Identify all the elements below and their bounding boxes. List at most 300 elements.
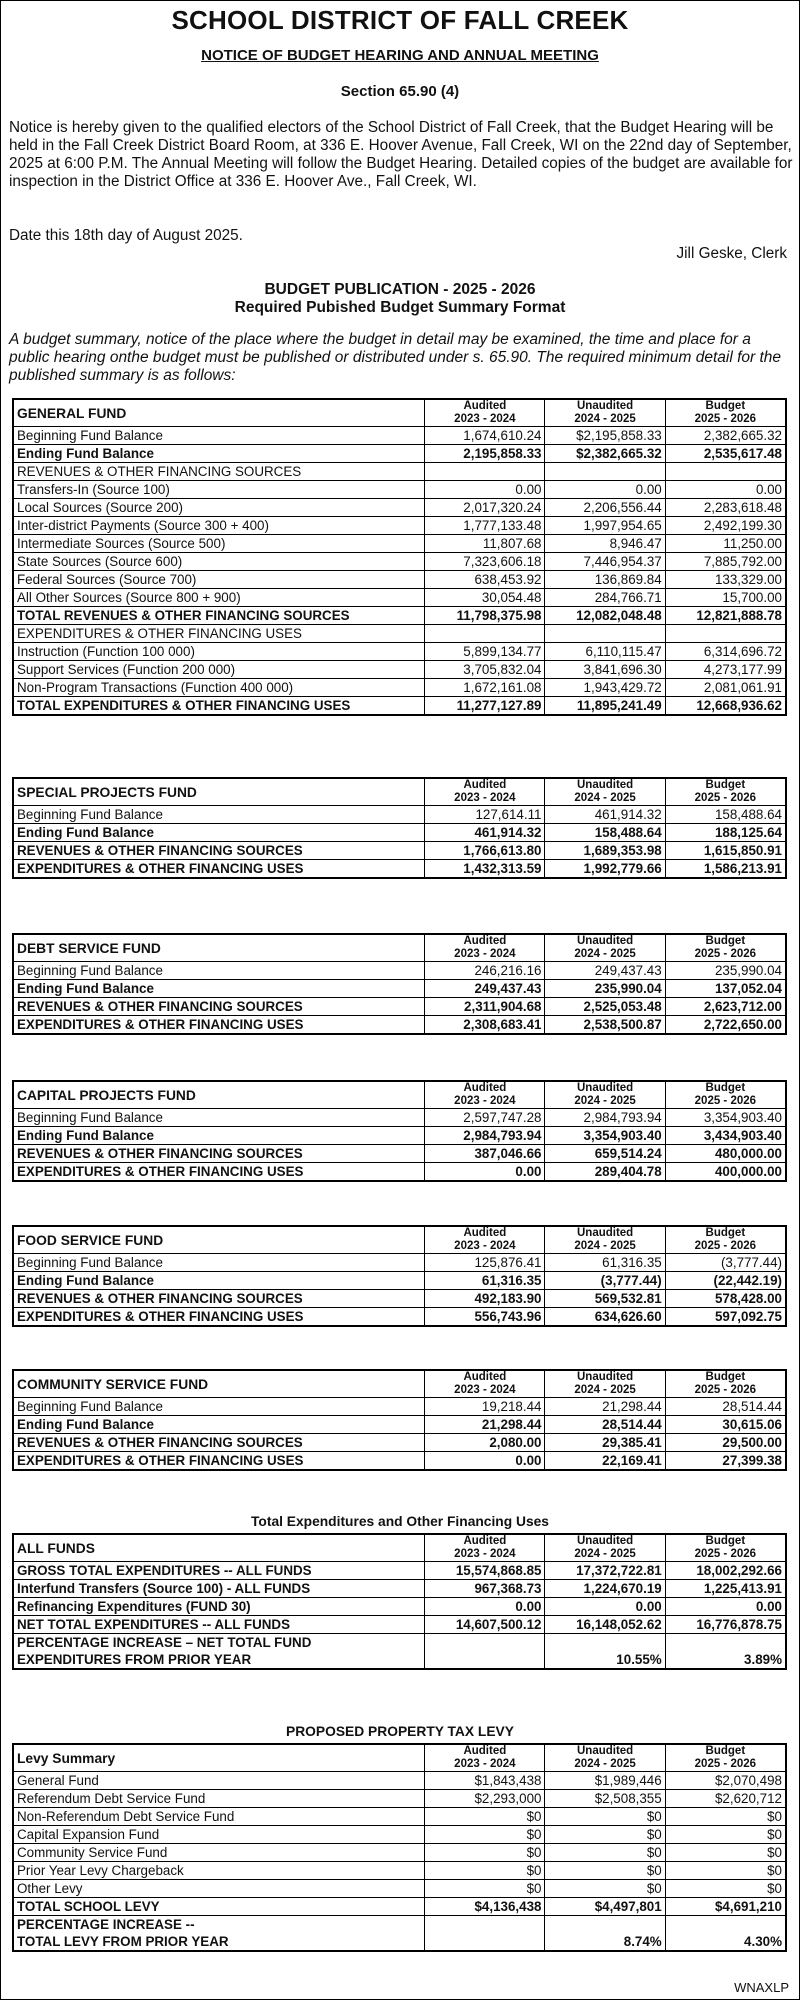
table-row [13, 1254, 786, 1272]
row-value: 5,899,134.77 [425, 643, 545, 661]
table-row [13, 499, 786, 517]
column-header [425, 778, 545, 806]
column-header [665, 1226, 786, 1254]
row-value: 11,250.00 [665, 535, 786, 553]
column-header [425, 399, 545, 427]
table-row [13, 1109, 786, 1127]
column-status: Audited [463, 1745, 507, 1757]
table-row [13, 697, 786, 716]
row-value: 967,368.73 [425, 1580, 545, 1598]
row-label: Ending Fund Balance [13, 1416, 425, 1434]
table-header-row [13, 1226, 786, 1254]
fund-title: ALL FUNDS [13, 1534, 425, 1562]
column-year: 2024 - 2025 [574, 1384, 636, 1396]
fund-title: DEBT SERVICE FUND [13, 934, 425, 962]
row-value: 400,000.00 [665, 1163, 786, 1182]
row-value: 2,597,747.28 [425, 1109, 545, 1127]
percentage-label-line: PERCENTAGE INCREASE -- [17, 1917, 195, 1932]
row-value: $2,070,498 [665, 1772, 786, 1790]
row-value: 30,054.48 [425, 589, 545, 607]
row-label: Community Service Fund [13, 1844, 425, 1862]
column-header [425, 1744, 545, 1772]
row-value: 0.00 [425, 1163, 545, 1182]
row-value: 11,895,241.49 [545, 697, 665, 716]
row-value: 634,626.60 [545, 1308, 665, 1327]
column-status: Budget [705, 1227, 746, 1239]
column-year: 2024 - 2025 [574, 792, 636, 804]
column-header [545, 1370, 665, 1398]
row-value: 556,743.96 [425, 1308, 545, 1327]
column-header [545, 1226, 665, 1254]
row-value: 4,273,177.99 [665, 661, 786, 679]
percentage-value [425, 1634, 545, 1670]
row-value: 11,798,375.98 [425, 607, 545, 625]
footer-code: WNAXLP [734, 1980, 789, 1995]
row-value: 28,514.44 [665, 1398, 786, 1416]
column-header [665, 778, 786, 806]
row-value: 18,002,292.66 [665, 1562, 786, 1580]
column-year: 2025 - 2026 [694, 413, 757, 425]
row-value: 638,453.92 [425, 571, 545, 589]
row-value: 28,514.44 [545, 1416, 665, 1434]
table-row [13, 625, 786, 643]
row-label: EXPENDITURES & OTHER FINANCING USES [13, 1452, 425, 1471]
row-value: 461,914.32 [545, 806, 665, 824]
capital-projects-fund-table [12, 1080, 787, 1182]
table-row [13, 481, 786, 499]
column-header [545, 1534, 665, 1562]
column-status: Budget [705, 1082, 746, 1094]
row-value: $0 [545, 1844, 665, 1862]
row-label: Ending Fund Balance [13, 1127, 425, 1145]
column-status: Budget [705, 1535, 746, 1547]
table-header-row [13, 1370, 786, 1398]
row-value: $2,382,665.32 [545, 445, 665, 463]
column-year: 2025 - 2026 [694, 948, 757, 960]
table-header-row [13, 778, 786, 806]
row-value: 0.00 [425, 1598, 545, 1616]
column-year: 2023 - 2024 [454, 1384, 516, 1396]
row-value: $4,136,438 [425, 1898, 545, 1916]
row-value: 2,081,061.91 [665, 679, 786, 697]
row-value: $2,508,355 [545, 1790, 665, 1808]
row-label: EXPENDITURES & OTHER FINANCING USES [13, 860, 425, 879]
row-value: 7,885,792.00 [665, 553, 786, 571]
row-value: 2,195,858.33 [425, 445, 545, 463]
row-value: 14,607,500.12 [425, 1616, 545, 1634]
row-label: Ending Fund Balance [13, 445, 425, 463]
row-value [425, 463, 545, 481]
percentage-label [13, 1916, 425, 1952]
percentage-label-line: PERCENTAGE INCREASE – NET TOTAL FUND [17, 1635, 312, 1650]
row-value: $1,989,446 [545, 1772, 665, 1790]
district-title: SCHOOL DISTRICT OF FALL CREEK [171, 5, 629, 35]
table-row [13, 1416, 786, 1434]
row-value: 492,183.90 [425, 1290, 545, 1308]
row-value: $0 [425, 1826, 545, 1844]
row-value: 1,992,779.66 [545, 860, 665, 879]
row-value: 0.00 [545, 1598, 665, 1616]
row-value: 27,399.38 [665, 1452, 786, 1471]
column-header [425, 1226, 545, 1254]
row-value: 2,311,904.68 [425, 998, 545, 1016]
table-row [13, 1898, 786, 1916]
column-year: 2023 - 2024 [454, 1095, 516, 1107]
column-status: Unaudited [576, 1745, 634, 1757]
column-status: Budget [705, 1745, 746, 1757]
table-header-row [13, 1081, 786, 1109]
column-status: Audited [463, 400, 507, 412]
row-value: 289,404.78 [545, 1163, 665, 1182]
column-status: Unaudited [576, 400, 634, 412]
tax-levy-caption: PROPOSED PROPERTY TAX LEVY [286, 1724, 514, 1739]
column-status: Audited [463, 1227, 507, 1239]
row-value: 2,382,665.32 [665, 427, 786, 445]
column-year: 2025 - 2026 [694, 1758, 757, 1770]
notice-title: NOTICE OF BUDGET HEARING AND ANNUAL MEETING [201, 47, 599, 64]
column-year: 2023 - 2024 [454, 1548, 516, 1560]
row-value: 16,776,878.75 [665, 1616, 786, 1634]
row-value: $0 [545, 1880, 665, 1898]
table-row [13, 1826, 786, 1844]
row-value: 7,446,954.37 [545, 553, 665, 571]
row-label: Transfers-In (Source 100) [13, 481, 425, 499]
table-row [13, 842, 786, 860]
food-service-fund-table [12, 1225, 787, 1327]
general-fund-table [12, 398, 787, 716]
row-label: Beginning Fund Balance [13, 1109, 425, 1127]
row-label: Ending Fund Balance [13, 824, 425, 842]
column-status: Unaudited [576, 1227, 634, 1239]
row-value: 284,766.71 [545, 589, 665, 607]
fund-title: SPECIAL PROJECTS FUND [13, 778, 425, 806]
column-year: 2024 - 2025 [574, 1095, 636, 1107]
column-status: Unaudited [576, 935, 634, 947]
column-year: 2025 - 2026 [694, 1240, 757, 1252]
column-year: 2024 - 2025 [574, 1548, 636, 1560]
table-row [13, 661, 786, 679]
row-value: (3,777.44) [545, 1272, 665, 1290]
column-year: 2024 - 2025 [574, 1758, 636, 1770]
column-year: 2025 - 2026 [694, 1384, 757, 1396]
row-value: 125,876.41 [425, 1254, 545, 1272]
row-value: 2,206,556.44 [545, 499, 665, 517]
row-label: Referendum Debt Service Fund [13, 1790, 425, 1808]
row-value: 387,046.66 [425, 1145, 545, 1163]
table-row [13, 1434, 786, 1452]
table-row [13, 679, 786, 697]
row-value: 15,574,868.85 [425, 1562, 545, 1580]
row-label: Other Levy [13, 1880, 425, 1898]
row-value: (3,777.44) [665, 1254, 786, 1272]
row-label: Beginning Fund Balance [13, 427, 425, 445]
table-row [13, 589, 786, 607]
table-row [13, 1844, 786, 1862]
table-row [13, 1145, 786, 1163]
row-label: REVENUES & OTHER FINANCING SOURCES [13, 1290, 425, 1308]
table-row [13, 427, 786, 445]
fund-title: CAPITAL PROJECTS FUND [13, 1081, 425, 1109]
row-label: Beginning Fund Balance [13, 1254, 425, 1272]
table-row [13, 607, 786, 625]
row-value: 2,017,320.24 [425, 499, 545, 517]
percentage-value [425, 1916, 545, 1952]
row-value: 1,615,850.91 [665, 842, 786, 860]
row-value: $0 [425, 1862, 545, 1880]
row-value: $1,843,438 [425, 1772, 545, 1790]
row-label: Beginning Fund Balance [13, 1398, 425, 1416]
table-row [13, 517, 786, 535]
column-year: 2024 - 2025 [574, 948, 636, 960]
column-header [425, 1081, 545, 1109]
table-row [13, 1127, 786, 1145]
row-value: 1,672,161.08 [425, 679, 545, 697]
table-header-row [13, 934, 786, 962]
row-value: 6,110,115.47 [545, 643, 665, 661]
row-value: 8,946.47 [545, 535, 665, 553]
column-status: Audited [463, 1371, 507, 1383]
row-label: TOTAL SCHOOL LEVY [13, 1898, 425, 1916]
row-label: EXPENDITURES & OTHER FINANCING USES [13, 1016, 425, 1035]
column-header [665, 934, 786, 962]
table-row [13, 998, 786, 1016]
row-value: 1,997,954.65 [545, 517, 665, 535]
table-row [13, 1598, 786, 1616]
table-row [13, 1163, 786, 1182]
row-value: $0 [425, 1844, 545, 1862]
row-value [545, 625, 665, 643]
row-value: 15,700.00 [665, 589, 786, 607]
table-row [13, 463, 786, 481]
row-value: 597,092.75 [665, 1308, 786, 1327]
row-label: Beginning Fund Balance [13, 806, 425, 824]
percentage-value: 3.89% [665, 1634, 786, 1670]
row-value: 0.00 [665, 481, 786, 499]
row-value: 6,314,696.72 [665, 643, 786, 661]
row-value: 2,283,618.48 [665, 499, 786, 517]
row-label: Federal Sources (Source 700) [13, 571, 425, 589]
row-value: 61,316.35 [545, 1254, 665, 1272]
row-value: 1,943,429.72 [545, 679, 665, 697]
column-status: Unaudited [576, 1082, 634, 1094]
column-status: Unaudited [576, 1535, 634, 1547]
table-row [13, 962, 786, 980]
row-value: $0 [665, 1826, 786, 1844]
row-label: Non-Referendum Debt Service Fund [13, 1808, 425, 1826]
row-label: Intermediate Sources (Source 500) [13, 535, 425, 553]
row-value: 2,080.00 [425, 1434, 545, 1452]
fund-title: Levy Summary [13, 1744, 425, 1772]
row-label: Capital Expansion Fund [13, 1826, 425, 1844]
column-year: 2025 - 2026 [694, 1548, 757, 1560]
row-value: (22,442.19) [665, 1272, 786, 1290]
row-value: 480,000.00 [665, 1145, 786, 1163]
row-value: 235,990.04 [545, 980, 665, 998]
publication-heading: BUDGET PUBLICATION - 2025 - 2026 [264, 281, 536, 298]
all-funds-caption: Total Expenditures and Other Financing Uses [251, 1514, 549, 1529]
row-value: 1,777,133.48 [425, 517, 545, 535]
column-status: Unaudited [576, 779, 634, 791]
row-value: $0 [545, 1826, 665, 1844]
row-value: $0 [425, 1808, 545, 1826]
row-label: REVENUES & OTHER FINANCING SOURCES [13, 1434, 425, 1452]
row-label: Ending Fund Balance [13, 980, 425, 998]
row-value: $4,691,210 [665, 1898, 786, 1916]
column-header [425, 1370, 545, 1398]
row-label: Beginning Fund Balance [13, 962, 425, 980]
row-value: 3,841,696.30 [545, 661, 665, 679]
table-row [13, 860, 786, 879]
publication-title [1, 281, 799, 317]
row-value: 11,807.68 [425, 535, 545, 553]
row-label: General Fund [13, 1772, 425, 1790]
row-value: 29,500.00 [665, 1434, 786, 1452]
row-value: 1,225,413.91 [665, 1580, 786, 1598]
row-label: EXPENDITURES & OTHER FINANCING USES [13, 625, 425, 643]
row-label: Ending Fund Balance [13, 1272, 425, 1290]
table-row [13, 571, 786, 589]
row-value: 249,437.43 [425, 980, 545, 998]
table-header-row [13, 1744, 786, 1772]
row-value [425, 625, 545, 643]
row-value: 22,169.41 [545, 1452, 665, 1471]
row-value: 235,990.04 [665, 962, 786, 980]
row-value: $0 [665, 1844, 786, 1862]
column-header [545, 399, 665, 427]
row-label: Inter-district Payments (Source 300 + 400) [13, 517, 425, 535]
table-row [13, 1880, 786, 1898]
row-value: 1,674,610.24 [425, 427, 545, 445]
column-status: Audited [463, 1535, 507, 1547]
percentage-label-line: TOTAL LEVY FROM PRIOR YEAR [17, 1934, 229, 1949]
row-value: 133,329.00 [665, 571, 786, 589]
special-projects-fund-table [12, 777, 787, 879]
row-value: 3,354,903.40 [665, 1109, 786, 1127]
column-header [425, 934, 545, 962]
row-value: $2,620,712 [665, 1790, 786, 1808]
table-row [13, 1562, 786, 1580]
row-label: NET TOTAL EXPENDITURES -- ALL FUNDS [13, 1616, 425, 1634]
tax-levy-table [12, 1743, 787, 1952]
row-label: EXPENDITURES & OTHER FINANCING USES [13, 1163, 425, 1182]
row-value: 2,984,793.94 [545, 1109, 665, 1127]
notice-paragraph: Notice is hereby given to the qualified electors of the School District of Fall Creek, that the Budget Hearing will be held in the Fall Creek District Board Room, at 336 E. Hoover Avenue, Fall Creek, WI on the 22nd day of September, 2025 at 6:00 P.M. The Annual Meeting will follow the Budget Hearing. Detailed copies of the budget are available for inspection in the District Office at 336 E. Hoover Ave., Fall Creek, WI. [9, 119, 793, 190]
row-label: TOTAL EXPENDITURES & OTHER FINANCING USES [13, 697, 425, 716]
row-value: $2,195,858.33 [545, 427, 665, 445]
row-value [545, 463, 665, 481]
row-value [665, 625, 786, 643]
fund-title: COMMUNITY SERVICE FUND [13, 1370, 425, 1398]
row-value: 1,689,353.98 [545, 842, 665, 860]
table-row [13, 1772, 786, 1790]
percentage-label [13, 1634, 425, 1670]
column-header [545, 1744, 665, 1772]
debt-service-fund-table [12, 933, 787, 1035]
table-row [13, 1272, 786, 1290]
column-year: 2024 - 2025 [574, 1240, 636, 1252]
row-value: 2,984,793.94 [425, 1127, 545, 1145]
percentage-value: 8.74% [545, 1916, 665, 1952]
row-label: REVENUES & OTHER FINANCING SOURCES [13, 1145, 425, 1163]
row-value: 12,668,936.62 [665, 697, 786, 716]
row-label: REVENUES & OTHER FINANCING SOURCES [13, 998, 425, 1016]
row-value: 12,082,048.48 [545, 607, 665, 625]
clerk-signature: Jill Geske, Clerk [676, 245, 787, 262]
row-value: 3,354,903.40 [545, 1127, 665, 1145]
row-value: 2,308,683.41 [425, 1016, 545, 1035]
column-status: Budget [705, 779, 746, 791]
row-value: 188,125.64 [665, 824, 786, 842]
publication-subtitle: Required Pubished Budget Summary Format [234, 299, 566, 316]
column-year: 2023 - 2024 [454, 1240, 516, 1252]
percentage-value: 4.30% [665, 1916, 786, 1952]
column-status: Audited [463, 1082, 507, 1094]
table-row [13, 806, 786, 824]
row-value: 2,623,712.00 [665, 998, 786, 1016]
column-year: 2023 - 2024 [454, 1758, 516, 1770]
row-label: Refinancing Expenditures (FUND 30) [13, 1598, 425, 1616]
table-row [13, 445, 786, 463]
table-row [13, 1808, 786, 1826]
row-label: State Sources (Source 600) [13, 553, 425, 571]
row-label: Instruction (Function 100 000) [13, 643, 425, 661]
column-status: Unaudited [576, 1371, 634, 1383]
row-value: 30,615.06 [665, 1416, 786, 1434]
row-value: 17,372,722.81 [545, 1562, 665, 1580]
row-value: $0 [545, 1862, 665, 1880]
table-row [13, 1616, 786, 1634]
column-status: Budget [705, 1371, 746, 1383]
column-year: 2025 - 2026 [694, 792, 757, 804]
row-value: 2,525,053.48 [545, 998, 665, 1016]
row-value: 659,514.24 [545, 1145, 665, 1163]
table-header-row [13, 1534, 786, 1562]
row-value: 19,218.44 [425, 1398, 545, 1416]
row-value: 21,298.44 [425, 1416, 545, 1434]
row-value: 137,052.04 [665, 980, 786, 998]
column-header [545, 934, 665, 962]
row-value: 569,532.81 [545, 1290, 665, 1308]
column-year: 2024 - 2025 [574, 413, 636, 425]
row-label: REVENUES & OTHER FINANCING SOURCES [13, 842, 425, 860]
row-label: TOTAL REVENUES & OTHER FINANCING SOURCES [13, 607, 425, 625]
column-header [665, 1081, 786, 1109]
column-header [425, 1534, 545, 1562]
row-value: 2,492,199.30 [665, 517, 786, 535]
row-value: 7,323,606.18 [425, 553, 545, 571]
row-value: $0 [665, 1862, 786, 1880]
table-row [13, 1308, 786, 1327]
row-label: GROSS TOTAL EXPENDITURES -- ALL FUNDS [13, 1562, 425, 1580]
table-row [13, 1580, 786, 1598]
row-value: 158,488.64 [665, 806, 786, 824]
fund-title: FOOD SERVICE FUND [13, 1226, 425, 1254]
row-value: 11,277,127.89 [425, 697, 545, 716]
column-status: Budget [705, 935, 746, 947]
row-value: 0.00 [665, 1598, 786, 1616]
section-reference: Section 65.90 (4) [340, 83, 460, 100]
row-value: 246,216.16 [425, 962, 545, 980]
fund-title: GENERAL FUND [13, 399, 425, 427]
row-value: 158,488.64 [545, 824, 665, 842]
row-value [665, 463, 786, 481]
row-value: $0 [425, 1880, 545, 1898]
publication-intro: A budget summary, notice of the place where the budget in detail may be examined, the time and place for a public hearing onthe budget must be published or distributed under s. 65.90. The required minimum detail for the published summary is as follows: [9, 331, 782, 384]
table-row [13, 980, 786, 998]
percentage-label-line: EXPENDITURES FROM PRIOR YEAR [17, 1652, 252, 1667]
table-row [13, 1862, 786, 1880]
row-value: 1,432,313.59 [425, 860, 545, 879]
